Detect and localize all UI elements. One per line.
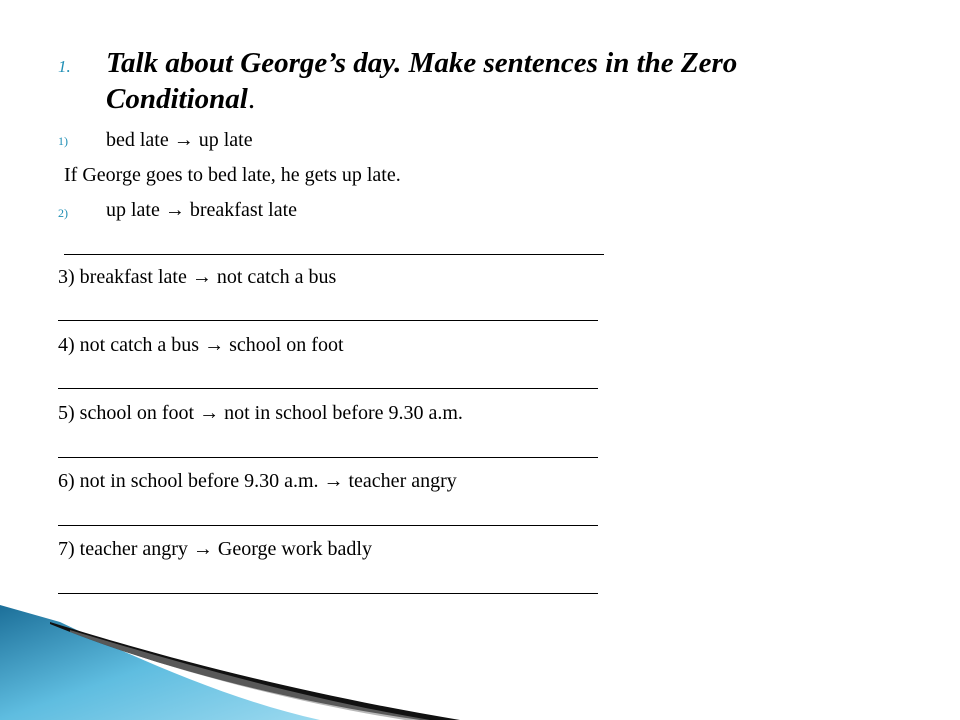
item-5-prompt: 5) school on foot → not in school before 9.30 a.m. xyxy=(58,402,463,424)
item-7-prompt: 7) teacher angry → George work badly xyxy=(58,538,372,560)
title-period: . xyxy=(247,83,256,115)
item-2-number: 2) xyxy=(58,206,68,220)
item-3-prompt: 3) breakfast late → not catch a bus xyxy=(58,266,337,288)
answer-line-4 xyxy=(58,388,598,389)
title-number: 1. xyxy=(58,57,71,76)
answer-line-7 xyxy=(58,593,598,594)
item-2-prompt: up late → breakfast late xyxy=(106,199,298,221)
answer-line-6 xyxy=(58,525,598,526)
answer-line-3 xyxy=(58,320,598,321)
item-1-prompt: bed late → up late xyxy=(106,129,253,151)
answer-line-5 xyxy=(58,457,598,458)
title-text: Talk about George’s day. Make sentences in the Zero Conditional xyxy=(106,47,738,115)
page-title xyxy=(106,45,866,117)
item-4-prompt: 4) not catch a bus → school on foot xyxy=(58,334,344,356)
item-6-prompt: 6) not in school before 9.30 a.m. → teacher angry xyxy=(58,470,457,492)
answer-line-2 xyxy=(64,254,604,255)
item-1-number: 1) xyxy=(58,134,68,148)
example-answer: If George goes to bed late, he gets up late. xyxy=(64,164,401,186)
